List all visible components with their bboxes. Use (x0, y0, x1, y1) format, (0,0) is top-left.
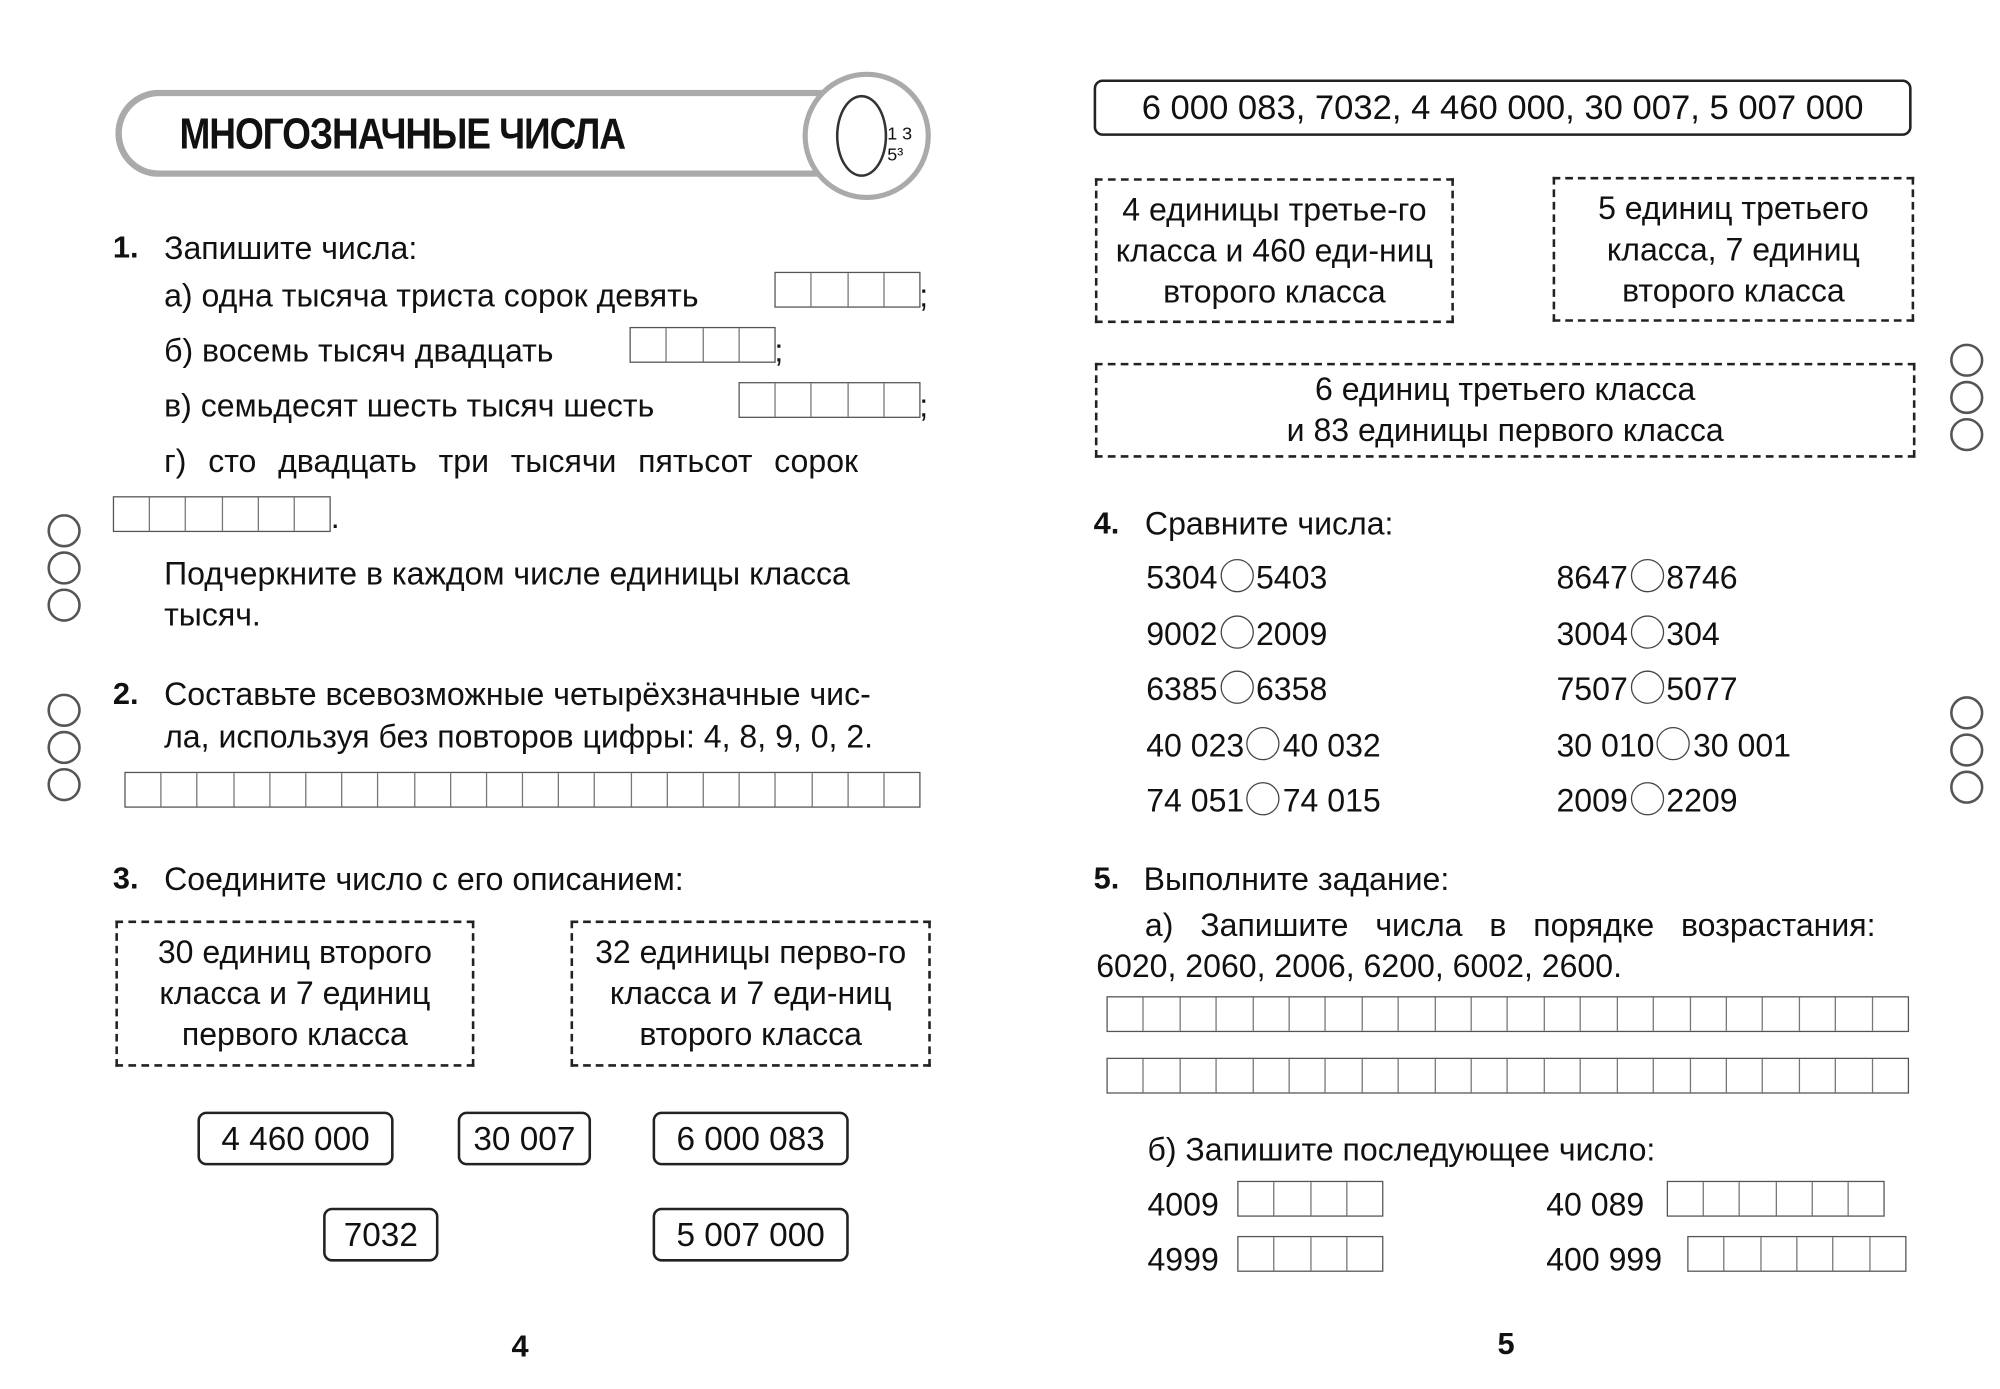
comparison-item (1146, 559, 1327, 597)
semicolon: ; (774, 333, 784, 370)
page-number: 5 (1497, 1326, 1515, 1362)
answer-boxes-2[interactable] (124, 772, 920, 808)
task-3-title: Соедините число с его описанием: (164, 861, 684, 898)
fruit-decoration-icon (1950, 340, 1983, 455)
answer-boxes-5a-row2[interactable] (1106, 1058, 1909, 1094)
right-number: 6358 (1255, 671, 1328, 708)
left-number: 8647 (1556, 560, 1628, 597)
left-number: 9002 (1146, 616, 1218, 652)
right-number: 5403 (1255, 560, 1328, 597)
task-1-number: 1. (112, 230, 139, 266)
comparison-item (1146, 726, 1381, 764)
answer-boxes-1a[interactable] (774, 272, 920, 308)
left-number: 5304 (1146, 560, 1218, 597)
answer-boxes-5b[interactable] (1687, 1236, 1906, 1272)
comparison-item (1146, 615, 1327, 653)
answer-boxes-1d[interactable] (113, 496, 331, 532)
right-number: 2209 (1666, 783, 1738, 820)
left-number: 6385 (1146, 671, 1218, 708)
answer-boxes-5a-row1[interactable] (1106, 996, 1909, 1032)
task-1-note: Подчеркните в каждом числе единицы класса тысяч. (164, 556, 850, 634)
right-number: 2009 (1255, 616, 1328, 652)
answer-boxes-5b[interactable] (1667, 1181, 1885, 1217)
description-card[interactable]: 4 единицы третье-го класса и 460 еди-ниц второго класса (1095, 178, 1454, 323)
semicolon: ; (919, 388, 929, 425)
number-card[interactable]: 30 007 (458, 1112, 591, 1166)
number-card[interactable]: 4 460 000 (197, 1112, 393, 1166)
comparison-item (1146, 782, 1381, 820)
left-number: 7507 (1556, 671, 1628, 708)
comparison-circle[interactable] (1657, 726, 1690, 759)
description-card[interactable]: 30 единиц второго класса и 7 единиц первого класса (115, 921, 474, 1067)
answer-boxes-5b[interactable] (1237, 1236, 1383, 1272)
answer-boxes-1c[interactable] (738, 382, 920, 418)
comparison-item (1556, 615, 1719, 653)
period: . (330, 500, 340, 536)
comparison-circle[interactable] (1630, 671, 1663, 704)
right-number: 74 015 (1282, 783, 1381, 820)
comparison-circle[interactable] (1220, 615, 1253, 648)
task-4-number: 4. (1093, 506, 1120, 542)
comparison-circle[interactable] (1220, 559, 1253, 592)
fruit-decoration-icon (1950, 692, 1983, 807)
task-1b: б) восемь тысяч двадцать (164, 333, 554, 370)
description-line: 6 единиц третьего класса (1315, 371, 1696, 408)
task-5-number: 5. (1093, 861, 1120, 897)
comparison-circle[interactable] (1630, 782, 1663, 815)
number-card[interactable]: 6 000 083 (653, 1112, 849, 1166)
description-line: и 83 единицы первого класса (1286, 412, 1724, 449)
task-1d: г) сто двадцать три тысячи пятьсот сорок (164, 443, 859, 480)
answer-boxes-5b[interactable] (1237, 1181, 1383, 1217)
task-5a-text: а) Запишите числа в порядке возрастания: (1144, 907, 1876, 944)
task-2-text-line1: Составьте всевозможные четырёхзначные чис- (164, 676, 871, 713)
left-number: 2009 (1556, 783, 1628, 820)
left-number: 40 023 (1146, 727, 1245, 764)
mascot-icon: 1 3 5³ (803, 72, 931, 200)
task-4-title: Сравните числа: (1144, 506, 1394, 543)
comparison-item (1556, 726, 1791, 764)
next-number-label: 4009 (1147, 1187, 1219, 1224)
right-number: 5077 (1666, 671, 1738, 708)
right-number: 30 001 (1692, 727, 1792, 764)
task-1a: а) одна тысяча триста сорок девять (164, 278, 699, 315)
task-3-number: 3. (112, 861, 139, 897)
comparison-circle[interactable] (1220, 671, 1253, 704)
fruit-decoration-icon (47, 690, 80, 805)
comparison-item (1146, 671, 1327, 709)
right-number: 8746 (1666, 560, 1738, 597)
task-5b-text: б) Запишите последующее число: (1147, 1132, 1656, 1168)
task-1c: в) семьдесят шесть тысяч шесть (164, 388, 655, 425)
description-card[interactable]: 5 единиц третьего класса, 7 единиц второго класса (1553, 177, 1915, 322)
comparison-item (1556, 671, 1737, 709)
comparison-circle[interactable] (1630, 615, 1663, 648)
semicolon: ; (919, 278, 929, 315)
right-number: 40 032 (1282, 727, 1381, 764)
left-number: 74 051 (1146, 783, 1245, 820)
task-1-title: Запишите числа: (164, 230, 418, 267)
page-number: 4 (511, 1329, 529, 1365)
number-card-line[interactable]: 6 000 083, 7032, 4 460 000, 30 007, 5 007 000 (1094, 79, 1912, 135)
comparison-item (1556, 782, 1737, 820)
fruit-decoration-icon (47, 510, 80, 625)
description-card[interactable]: 32 единицы перво-го класса и 7 еди-ниц второго класса (571, 921, 931, 1067)
task-2-text-line2: ла, используя без повторов цифры: 4, 8, 9, 0, 2. (164, 719, 874, 756)
task-2-number: 2. (112, 676, 139, 712)
page-title: МНОГОЗНАЧНЫЕ ЧИСЛА (179, 110, 625, 159)
answer-boxes-1b[interactable] (630, 327, 776, 363)
next-number-label: 400 999 (1546, 1242, 1663, 1279)
number-card[interactable]: 5 007 000 (653, 1208, 849, 1262)
comparison-item (1556, 559, 1737, 597)
comparison-circle[interactable] (1247, 782, 1280, 815)
right-number: 304 (1666, 616, 1720, 652)
left-number: 3004 (1556, 616, 1628, 652)
number-card[interactable]: 7032 (323, 1208, 438, 1262)
comparison-circle[interactable] (1630, 559, 1663, 592)
comparison-circle[interactable] (1247, 726, 1280, 759)
description-card[interactable] (1095, 363, 1916, 458)
left-number: 30 010 (1556, 727, 1655, 764)
next-number-label: 4999 (1147, 1242, 1219, 1279)
next-number-label: 40 089 (1546, 1187, 1645, 1224)
task-5-title: Выполните задание: (1143, 861, 1450, 898)
task-5a-numbers: 6020, 2060, 2006, 6200, 6002, 2600. (1096, 948, 1622, 985)
